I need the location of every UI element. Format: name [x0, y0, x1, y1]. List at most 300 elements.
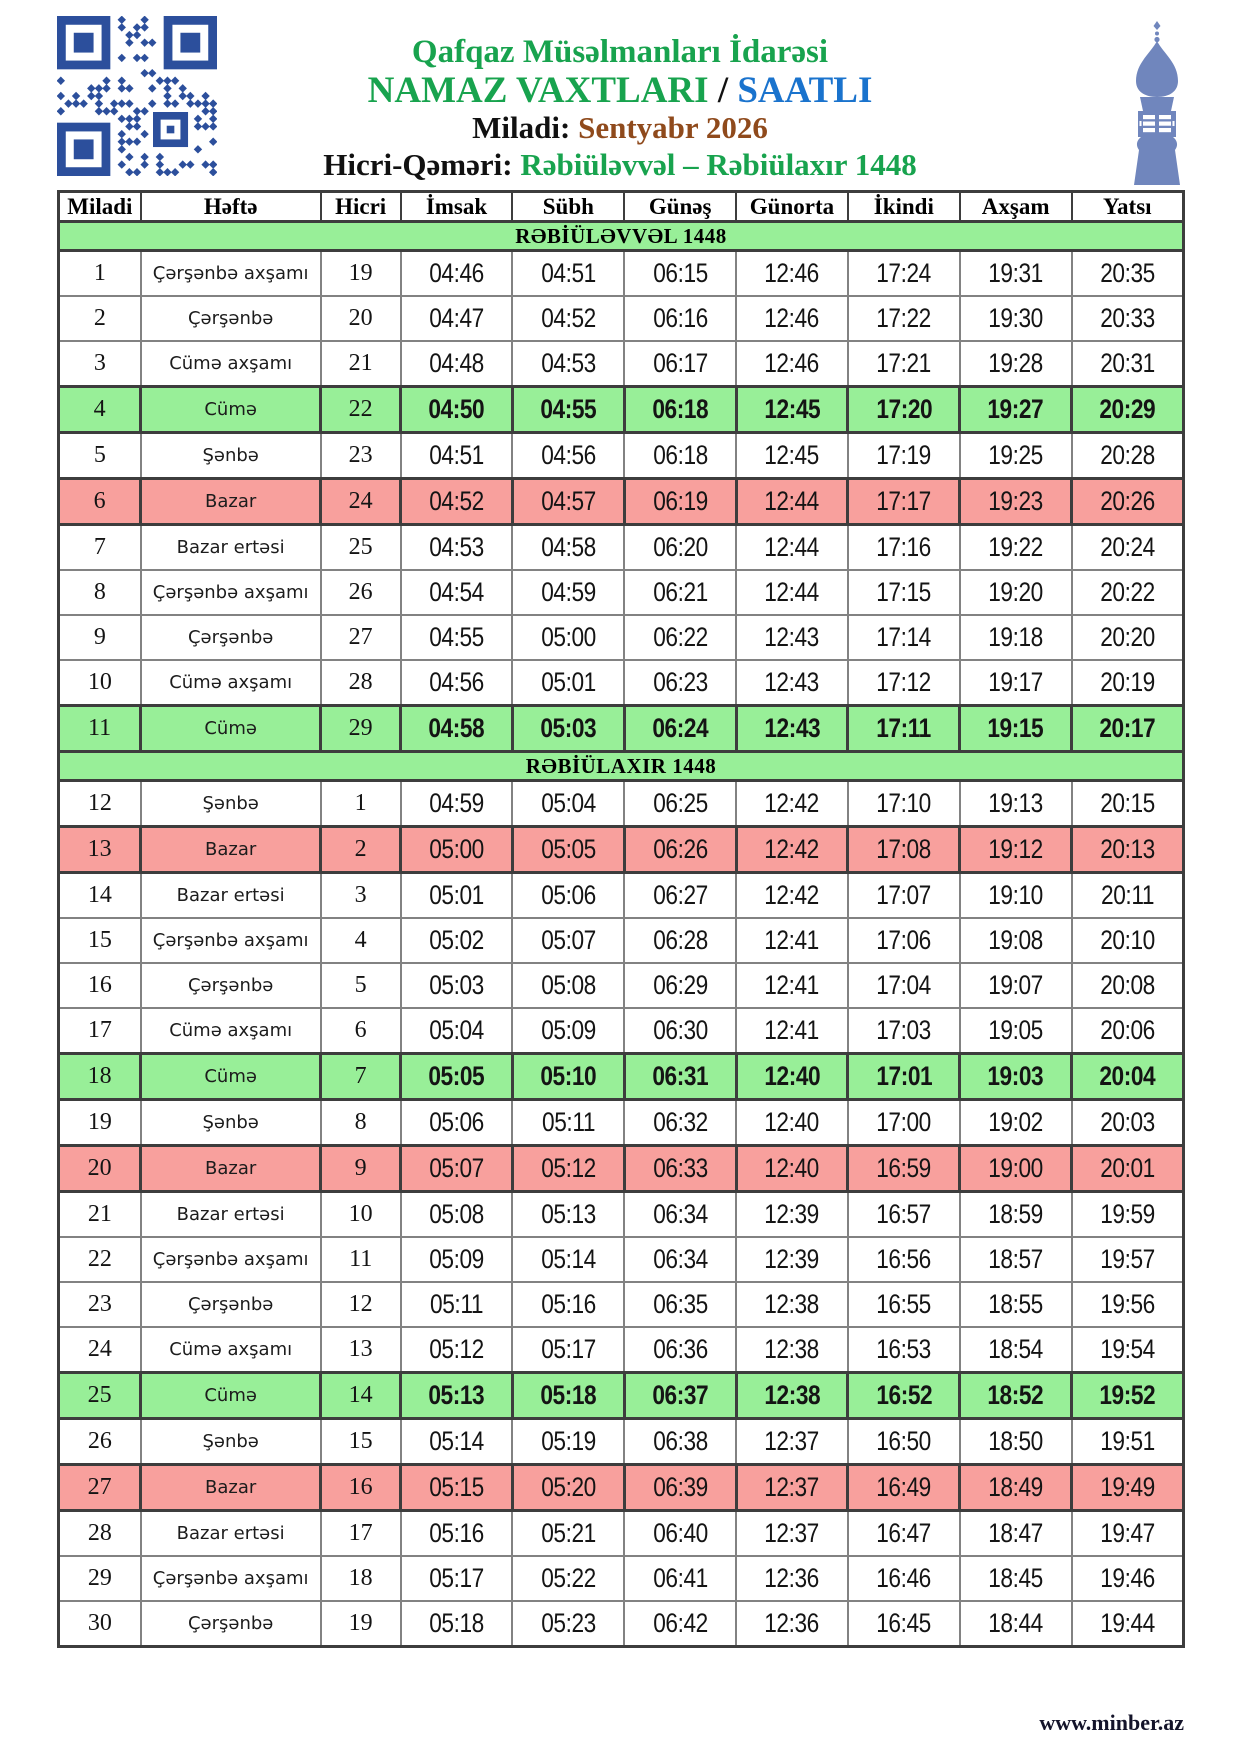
time-cell-axsam [960, 570, 1072, 615]
time-cell-ikindi [848, 1327, 960, 1373]
table-row [59, 341, 1184, 387]
time-cell-yatsi [1072, 1465, 1184, 1511]
miladi-cell: 26 [59, 1419, 141, 1465]
section-title: RƏBİÜLƏVVƏL 1448 [59, 222, 1184, 251]
weekday-cell: Çərşənbə axşamı [141, 918, 321, 963]
miladi-cell: 16 [59, 963, 141, 1008]
time-cell-gunorta [736, 827, 848, 873]
time-cell-yatsi [1072, 1192, 1184, 1238]
time-cell-subh [512, 479, 624, 525]
time-value: 05:11 [429, 1289, 483, 1319]
time-cell-gunes [624, 963, 736, 1008]
time-cell-subh [512, 1146, 624, 1192]
miladi-cell: 11 [59, 706, 141, 752]
time-cell-gunes [624, 341, 736, 387]
time-value: 20:10 [1099, 925, 1155, 955]
time-cell-axsam [960, 387, 1072, 433]
hicri-cell: 7 [321, 1054, 401, 1100]
time-cell-imsak [401, 1511, 513, 1557]
time-value: 04:57 [540, 486, 596, 516]
time-cell-yatsi [1072, 1146, 1184, 1192]
time-cell-imsak [401, 615, 513, 660]
table-row [59, 918, 1184, 963]
time-cell-gunes [624, 660, 736, 706]
time-value: 06:34 [652, 1244, 708, 1274]
time-value: 19:20 [988, 577, 1043, 607]
time-value: 19:23 [988, 486, 1043, 516]
gregorian-date-line [225, 110, 1015, 146]
time-cell-yatsi [1072, 1237, 1184, 1282]
time-value: 12:45 [764, 394, 820, 424]
time-cell-gunes [624, 615, 736, 660]
table-row [59, 1100, 1184, 1146]
time-cell-gunorta [736, 1511, 848, 1557]
hicri-cell: 15 [321, 1419, 401, 1465]
time-cell-imsak [401, 433, 513, 479]
time-value: 19:00 [988, 1153, 1043, 1183]
time-value: 05:12 [429, 1334, 484, 1364]
table-row [59, 660, 1184, 706]
time-cell-ikindi [848, 827, 960, 873]
time-cell-subh [512, 1601, 624, 1647]
time-value: 20:01 [1100, 1153, 1155, 1183]
time-cell-subh [512, 963, 624, 1008]
table-row [59, 781, 1184, 827]
column-header-miladi: Miladi [59, 192, 141, 222]
miladi-cell: 19 [59, 1100, 141, 1146]
qr-code-icon [57, 16, 217, 176]
time-value: 19:49 [1100, 1472, 1155, 1502]
time-value: 12:41 [764, 970, 820, 1000]
time-value: 19:17 [988, 667, 1043, 697]
time-value: 19:08 [988, 925, 1043, 955]
time-value: 16:52 [875, 1380, 932, 1410]
time-value: 18:55 [988, 1289, 1043, 1319]
time-value: 04:56 [429, 667, 484, 697]
time-value: 18:59 [988, 1199, 1043, 1229]
time-value: 06:39 [652, 1472, 708, 1502]
time-value: 19:44 [1099, 1608, 1155, 1638]
time-value: 12:38 [764, 1334, 820, 1364]
time-value: 12:41 [764, 925, 820, 955]
time-value: 20:28 [1099, 440, 1155, 470]
table-row [59, 1054, 1184, 1100]
time-value: 19:31 [988, 258, 1043, 288]
time-value: 18:47 [988, 1518, 1043, 1548]
page-title-main: NAMAZ VAXTLARI [367, 70, 709, 111]
time-cell-subh [512, 433, 624, 479]
time-value: 18:52 [987, 1380, 1044, 1410]
time-cell-gunorta [736, 296, 848, 341]
miladi-cell: 21 [59, 1192, 141, 1238]
time-value: 04:48 [429, 348, 484, 378]
miladi-cell: 10 [59, 660, 141, 706]
time-value: 05:06 [429, 1107, 484, 1137]
time-cell-gunorta [736, 1282, 848, 1327]
time-cell-imsak [401, 1146, 513, 1192]
time-value: 06:30 [652, 1015, 708, 1045]
time-cell-gunorta [736, 1192, 848, 1238]
table-row [59, 433, 1184, 479]
time-value: 19:05 [988, 1015, 1043, 1045]
time-value: 17:16 [876, 532, 932, 562]
time-value: 17:14 [876, 622, 932, 652]
time-value: 16:56 [876, 1244, 932, 1274]
time-value: 12:44 [764, 486, 820, 516]
time-value: 05:14 [429, 1426, 484, 1456]
time-value: 05:20 [540, 1472, 596, 1502]
time-value: 16:59 [876, 1153, 932, 1183]
time-cell-yatsi [1072, 479, 1184, 525]
time-cell-ikindi [848, 1146, 960, 1192]
column-header-hefte: Həftə [141, 192, 321, 222]
table-row [59, 1008, 1184, 1054]
miladi-cell: 6 [59, 479, 141, 525]
time-cell-gunes [624, 1146, 736, 1192]
time-cell-gunes [624, 525, 736, 571]
time-value: 17:00 [876, 1107, 932, 1137]
time-cell-gunorta [736, 479, 848, 525]
miladi-cell: 23 [59, 1282, 141, 1327]
table-row [59, 706, 1184, 752]
time-value: 19:46 [1099, 1563, 1155, 1593]
time-value: 06:27 [652, 880, 708, 910]
time-cell-gunorta [736, 706, 848, 752]
time-cell-ikindi [848, 525, 960, 571]
weekday-cell: Şənbə [141, 781, 321, 827]
miladi-cell: 9 [59, 615, 141, 660]
time-cell-yatsi [1072, 615, 1184, 660]
time-cell-yatsi [1072, 918, 1184, 963]
time-cell-imsak [401, 1465, 513, 1511]
time-cell-ikindi [848, 660, 960, 706]
time-value: 04:59 [540, 577, 596, 607]
hicri-cell: 11 [321, 1237, 401, 1282]
time-value: 12:38 [764, 1380, 820, 1410]
table-row [59, 525, 1184, 571]
weekday-cell: Çərşənbə [141, 1282, 321, 1327]
time-value: 19:57 [1099, 1244, 1155, 1274]
time-value: 19:28 [988, 348, 1043, 378]
time-cell-gunorta [736, 615, 848, 660]
time-value: 05:13 [428, 1380, 485, 1410]
time-value: 12:37 [764, 1518, 820, 1548]
weekday-cell: Bazar ertəsi [141, 1511, 321, 1557]
time-value: 06:32 [652, 1107, 708, 1137]
time-value: 05:22 [540, 1563, 596, 1593]
time-value: 20:33 [1099, 303, 1155, 333]
time-value: 06:28 [652, 925, 708, 955]
time-value: 20:17 [1099, 713, 1156, 743]
time-cell-imsak [401, 1601, 513, 1647]
time-cell-ikindi [848, 1282, 960, 1327]
time-value: 12:36 [764, 1563, 820, 1593]
time-value: 05:01 [429, 880, 484, 910]
table-row [59, 251, 1184, 297]
time-value: 17:04 [876, 970, 932, 1000]
time-value: 17:01 [875, 1061, 932, 1091]
time-cell-axsam [960, 1237, 1072, 1282]
time-value: 16:46 [876, 1563, 932, 1593]
time-cell-axsam [960, 433, 1072, 479]
time-cell-subh [512, 296, 624, 341]
hicri-cell: 14 [321, 1373, 401, 1419]
miladi-cell: 24 [59, 1327, 141, 1373]
time-cell-subh [512, 615, 624, 660]
time-cell-imsak [401, 1373, 513, 1419]
weekday-cell: Cümə [141, 1373, 321, 1419]
time-value: 06:25 [652, 788, 708, 818]
time-value: 18:45 [988, 1563, 1043, 1593]
time-cell-axsam [960, 873, 1072, 919]
time-value: 12:42 [764, 880, 820, 910]
time-value: 04:52 [429, 486, 484, 516]
hicri-cell: 28 [321, 660, 401, 706]
time-value: 06:18 [652, 394, 709, 424]
time-cell-gunorta [736, 1373, 848, 1419]
time-cell-subh [512, 251, 624, 297]
time-value: 06:18 [652, 440, 708, 470]
weekday-cell: Çərşənbə [141, 296, 321, 341]
time-cell-gunes [624, 1237, 736, 1282]
time-cell-axsam [960, 341, 1072, 387]
weekday-cell: Şənbə [141, 433, 321, 479]
hicri-cell: 19 [321, 1601, 401, 1647]
time-cell-ikindi [848, 251, 960, 297]
time-value: 06:31 [652, 1061, 709, 1091]
time-value: 06:19 [652, 486, 708, 516]
hijri-date-line [225, 146, 1015, 183]
time-cell-ikindi [848, 1100, 960, 1146]
time-value: 19:51 [1099, 1426, 1155, 1456]
time-value: 04:54 [429, 577, 484, 607]
miladi-cell: 17 [59, 1008, 141, 1054]
time-cell-axsam [960, 1100, 1072, 1146]
time-cell-gunes [624, 479, 736, 525]
table-row [59, 1282, 1184, 1327]
time-cell-ikindi [848, 706, 960, 752]
miladi-cell: 27 [59, 1465, 141, 1511]
time-cell-ikindi [848, 1601, 960, 1647]
time-value: 12:43 [764, 667, 820, 697]
time-cell-yatsi [1072, 251, 1184, 297]
time-value: 05:08 [429, 1199, 484, 1229]
time-cell-axsam [960, 1327, 1072, 1373]
time-cell-axsam [960, 1465, 1072, 1511]
hicri-cell: 6 [321, 1008, 401, 1054]
time-cell-subh [512, 873, 624, 919]
time-value: 12:43 [764, 713, 820, 743]
time-value: 04:53 [429, 532, 484, 562]
title-separator: / [708, 70, 738, 111]
time-value: 05:09 [429, 1244, 484, 1274]
time-value: 19:15 [987, 713, 1044, 743]
hicri-cell: 22 [321, 387, 401, 433]
time-value: 06:17 [652, 348, 708, 378]
miladi-cell: 8 [59, 570, 141, 615]
time-value: 20:24 [1099, 532, 1155, 562]
hicri-cell: 17 [321, 1511, 401, 1557]
hicri-cell: 29 [321, 706, 401, 752]
time-value: 19:03 [987, 1061, 1044, 1091]
section-header-row [59, 222, 1184, 251]
time-cell-ikindi [848, 1192, 960, 1238]
time-cell-imsak [401, 873, 513, 919]
time-cell-yatsi [1072, 1100, 1184, 1146]
time-value: 05:17 [429, 1563, 484, 1593]
time-value: 06:37 [652, 1380, 709, 1410]
time-value: 06:20 [652, 532, 708, 562]
time-cell-ikindi [848, 873, 960, 919]
time-cell-gunorta [736, 251, 848, 297]
time-value: 05:05 [428, 1061, 485, 1091]
miladi-cell: 28 [59, 1511, 141, 1557]
miladi-cell: 15 [59, 918, 141, 963]
weekday-cell: Bazar ertəsi [141, 525, 321, 571]
time-cell-subh [512, 781, 624, 827]
weekday-cell: Çərşənbə [141, 615, 321, 660]
time-cell-ikindi [848, 1511, 960, 1557]
time-cell-imsak [401, 525, 513, 571]
time-value: 18:49 [988, 1472, 1043, 1502]
time-cell-imsak [401, 387, 513, 433]
time-cell-subh [512, 1008, 624, 1054]
weekday-cell: Çərşənbə axşamı [141, 570, 321, 615]
weekday-cell: Cümə axşamı [141, 660, 321, 706]
time-value: 20:31 [1099, 348, 1155, 378]
table-row [59, 479, 1184, 525]
time-cell-ikindi [848, 1237, 960, 1282]
time-cell-gunorta [736, 433, 848, 479]
weekday-cell: Cümə axşamı [141, 1008, 321, 1054]
time-value: 17:10 [876, 788, 932, 818]
time-cell-yatsi [1072, 433, 1184, 479]
time-value: 06:40 [652, 1518, 708, 1548]
time-cell-gunes [624, 1192, 736, 1238]
time-value: 04:47 [429, 303, 484, 333]
time-cell-gunes [624, 1327, 736, 1373]
time-value: 16:50 [876, 1426, 932, 1456]
time-cell-ikindi [848, 570, 960, 615]
time-value: 06:22 [652, 622, 708, 652]
time-cell-gunorta [736, 1327, 848, 1373]
time-value: 06:38 [652, 1426, 708, 1456]
time-cell-axsam [960, 1419, 1072, 1465]
time-value: 12:38 [764, 1289, 820, 1319]
weekday-cell: Bazar ertəsi [141, 873, 321, 919]
time-value: 19:07 [988, 970, 1043, 1000]
table-row [59, 1556, 1184, 1601]
time-value: 19:56 [1099, 1289, 1155, 1319]
time-value: 19:12 [988, 834, 1043, 864]
time-value: 19:13 [988, 788, 1043, 818]
time-cell-subh [512, 1373, 624, 1419]
time-cell-yatsi [1072, 570, 1184, 615]
time-cell-axsam [960, 1511, 1072, 1557]
time-cell-imsak [401, 251, 513, 297]
weekday-cell: Cümə axşamı [141, 341, 321, 387]
time-cell-imsak [401, 827, 513, 873]
time-value: 05:03 [540, 713, 597, 743]
time-value: 05:00 [429, 834, 484, 864]
time-value: 19:52 [1099, 1380, 1156, 1410]
time-value: 19:27 [987, 394, 1044, 424]
time-value: 06:23 [652, 667, 708, 697]
time-value: 16:53 [876, 1334, 932, 1364]
table-row [59, 615, 1184, 660]
time-cell-imsak [401, 918, 513, 963]
time-cell-gunes [624, 706, 736, 752]
time-value: 05:01 [540, 667, 596, 697]
time-cell-gunorta [736, 660, 848, 706]
time-cell-yatsi [1072, 1008, 1184, 1054]
miladi-cell: 30 [59, 1601, 141, 1647]
miladi-cell: 18 [59, 1054, 141, 1100]
section-header-row [59, 752, 1184, 781]
time-value: 04:56 [540, 440, 596, 470]
time-value: 05:07 [540, 925, 596, 955]
time-cell-yatsi [1072, 296, 1184, 341]
time-cell-ikindi [848, 1556, 960, 1601]
time-cell-axsam [960, 296, 1072, 341]
time-cell-subh [512, 827, 624, 873]
hicri-cell: 18 [321, 1556, 401, 1601]
time-cell-ikindi [848, 1373, 960, 1419]
weekday-cell: Bazar ertəsi [141, 1192, 321, 1238]
time-cell-gunes [624, 1511, 736, 1557]
time-cell-imsak [401, 479, 513, 525]
time-cell-subh [512, 570, 624, 615]
time-value: 06:15 [652, 258, 708, 288]
time-cell-gunes [624, 781, 736, 827]
time-cell-yatsi [1072, 1419, 1184, 1465]
time-value: 05:16 [429, 1518, 484, 1548]
hicri-value: Rəbiüləvvəl – Rəbiülaxır 1448 [520, 147, 917, 182]
hicri-label: Hicri-Qəməri: [323, 147, 521, 182]
time-cell-gunorta [736, 341, 848, 387]
time-value: 05:03 [429, 970, 484, 1000]
table-row [59, 1146, 1184, 1192]
time-cell-axsam [960, 1373, 1072, 1419]
weekday-cell: Cümə [141, 387, 321, 433]
time-cell-imsak [401, 296, 513, 341]
time-cell-ikindi [848, 963, 960, 1008]
time-value: 04:52 [540, 303, 596, 333]
time-cell-yatsi [1072, 1511, 1184, 1557]
time-value: 04:55 [429, 622, 484, 652]
time-value: 12:39 [764, 1244, 820, 1274]
time-value: 12:45 [764, 440, 820, 470]
time-cell-yatsi [1072, 1054, 1184, 1100]
miladi-cell: 3 [59, 341, 141, 387]
time-cell-gunes [624, 251, 736, 297]
time-cell-ikindi [848, 781, 960, 827]
time-cell-ikindi [848, 341, 960, 387]
time-cell-imsak [401, 341, 513, 387]
hicri-cell: 27 [321, 615, 401, 660]
time-value: 19:18 [988, 622, 1043, 652]
time-value: 16:57 [876, 1199, 932, 1229]
time-value: 06:33 [652, 1153, 708, 1183]
time-value: 05:07 [429, 1153, 484, 1183]
time-cell-subh [512, 1511, 624, 1557]
time-cell-axsam [960, 827, 1072, 873]
time-value: 04:51 [429, 440, 484, 470]
time-value: 05:17 [540, 1334, 596, 1364]
column-header-gunes: Günəş [624, 192, 736, 222]
time-value: 12:40 [764, 1153, 820, 1183]
time-value: 19:25 [988, 440, 1043, 470]
